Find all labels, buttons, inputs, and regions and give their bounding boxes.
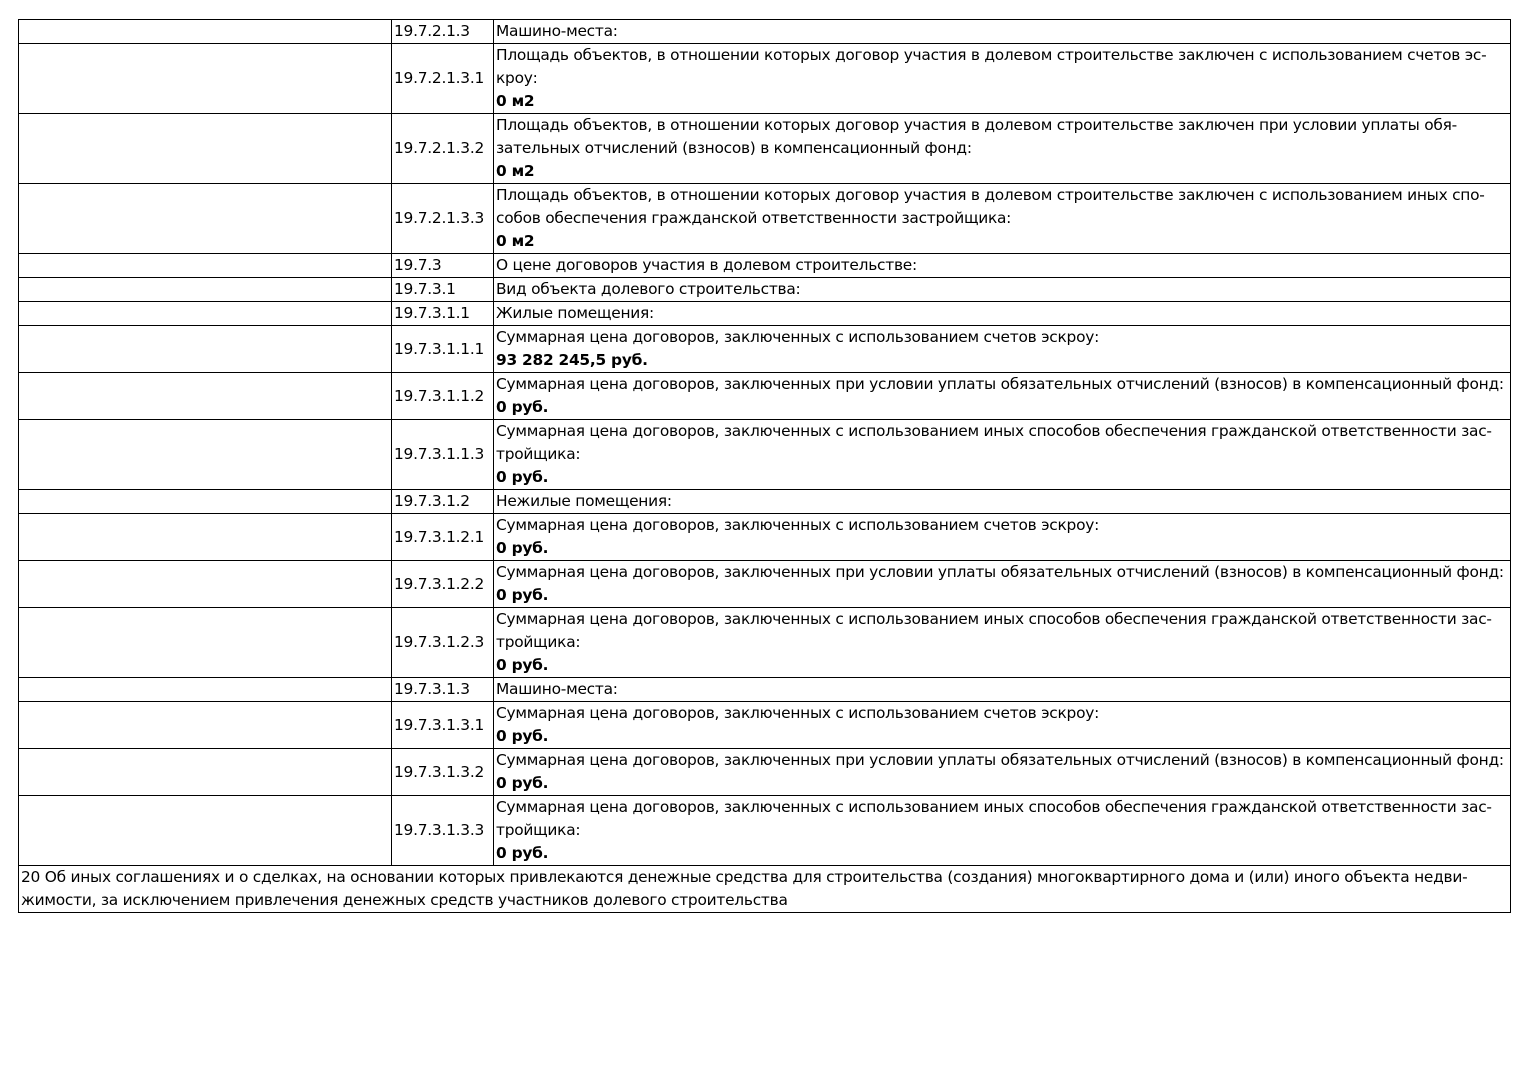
item-text: Суммарная цена договоров, заключенных при условии уплаты обязательных отчислений (взносов) в компенсационный фонд: bbox=[496, 751, 1504, 769]
table-row bbox=[19, 326, 1511, 373]
empty-cell bbox=[19, 20, 392, 44]
item-value: 93 282 245,5 руб. bbox=[496, 351, 648, 369]
item-description bbox=[494, 20, 1511, 44]
item-code: 19.7.3.1.3.2 bbox=[392, 749, 494, 796]
item-code: 19.7.3.1.3 bbox=[392, 678, 494, 702]
empty-cell bbox=[19, 561, 392, 608]
item-value: 0 м2 bbox=[496, 232, 535, 250]
item-value: 0 руб. bbox=[496, 656, 549, 674]
item-description bbox=[494, 114, 1511, 184]
item-description bbox=[494, 702, 1511, 749]
item-text: О цене договоров участия в долевом строительстве: bbox=[496, 256, 917, 274]
item-code: 19.7.3.1 bbox=[392, 278, 494, 302]
item-text: Площадь объектов, в отношении которых договор участия в долевом строительстве заключен при условии уплаты обя-зательных отчислений (взносов) в компенсационный фонд: bbox=[496, 116, 1457, 157]
item-description bbox=[494, 608, 1511, 678]
item-description bbox=[494, 420, 1511, 490]
item-code: 19.7.2.1.3.3 bbox=[392, 184, 494, 254]
item-text: Суммарная цена договоров, заключенных при условии уплаты обязательных отчислений (взносов) в компенсационный фонд: bbox=[496, 563, 1504, 581]
empty-cell bbox=[19, 514, 392, 561]
disclosure-table bbox=[18, 19, 1511, 913]
empty-cell bbox=[19, 114, 392, 184]
item-code: 19.7.3.1.3.3 bbox=[392, 796, 494, 866]
item-text: Суммарная цена договоров, заключенных с использованием счетов эскроу: bbox=[496, 328, 1100, 346]
table-body bbox=[19, 20, 1511, 913]
item-text: Площадь объектов, в отношении которых договор участия в долевом строительстве заключен с использованием счетов эс-кроу: bbox=[496, 46, 1487, 87]
item-text: Машино-места: bbox=[496, 22, 618, 40]
item-text: Суммарная цена договоров, заключенных с использованием иных способов обеспечения гражданской ответственности зас-тройщика: bbox=[496, 422, 1492, 463]
section-20-heading: 20 Об иных соглашениях и о сделках, на основании которых привлекаются денежные средства для строительства (создания) многоквартирного дома и (или) иного объекта недви-жимости, за исключением привлечения денежных средств участников долевого строительства bbox=[19, 866, 1511, 913]
table-row bbox=[19, 514, 1511, 561]
item-code: 19.7.3.1.1.1 bbox=[392, 326, 494, 373]
item-text: Площадь объектов, в отношении которых договор участия в долевом строительстве заключен с использованием иных спо-собов обеспечения гражданской ответственности застройщика: bbox=[496, 186, 1485, 227]
empty-cell bbox=[19, 373, 392, 420]
item-code: 19.7.3.1.2.3 bbox=[392, 608, 494, 678]
item-code: 19.7.3.1.1 bbox=[392, 302, 494, 326]
empty-cell bbox=[19, 184, 392, 254]
table-row bbox=[19, 44, 1511, 114]
item-value: 0 руб. bbox=[496, 398, 549, 416]
item-text: Суммарная цена договоров, заключенных с использованием счетов эскроу: bbox=[496, 516, 1100, 534]
item-code: 19.7.3.1.2.1 bbox=[392, 514, 494, 561]
empty-cell bbox=[19, 302, 392, 326]
item-description bbox=[494, 44, 1511, 114]
item-code: 19.7.3.1.1.3 bbox=[392, 420, 494, 490]
table-row bbox=[19, 796, 1511, 866]
item-description bbox=[494, 749, 1511, 796]
item-description bbox=[494, 490, 1511, 514]
item-text: Жилые помещения: bbox=[496, 304, 654, 322]
item-code: 19.7.3 bbox=[392, 254, 494, 278]
empty-cell bbox=[19, 278, 392, 302]
item-value: 0 руб. bbox=[496, 727, 549, 745]
table-row bbox=[19, 114, 1511, 184]
table-row bbox=[19, 608, 1511, 678]
item-description bbox=[494, 678, 1511, 702]
item-value: 0 м2 bbox=[496, 92, 535, 110]
table-row bbox=[19, 20, 1511, 44]
item-code: 19.7.3.1.1.2 bbox=[392, 373, 494, 420]
table-row bbox=[19, 373, 1511, 420]
empty-cell bbox=[19, 44, 392, 114]
item-code: 19.7.2.1.3.1 bbox=[392, 44, 494, 114]
empty-cell bbox=[19, 326, 392, 373]
item-text: Суммарная цена договоров, заключенных с использованием иных способов обеспечения гражданской ответственности зас-тройщика: bbox=[496, 610, 1492, 651]
item-value: 0 руб. bbox=[496, 468, 549, 486]
item-text: Суммарная цена договоров, заключенных с использованием счетов эскроу: bbox=[496, 704, 1100, 722]
item-text: Суммарная цена договоров, заключенных при условии уплаты обязательных отчислений (взносов) в компенсационный фонд: bbox=[496, 375, 1504, 393]
table-row bbox=[19, 749, 1511, 796]
table-row bbox=[19, 254, 1511, 278]
item-value: 0 руб. bbox=[496, 586, 549, 604]
item-code: 19.7.3.1.2.2 bbox=[392, 561, 494, 608]
empty-cell bbox=[19, 420, 392, 490]
item-description bbox=[494, 326, 1511, 373]
table-row bbox=[19, 702, 1511, 749]
table-row bbox=[19, 490, 1511, 514]
empty-cell bbox=[19, 490, 392, 514]
item-value: 0 руб. bbox=[496, 774, 549, 792]
table-row bbox=[19, 561, 1511, 608]
item-description bbox=[494, 373, 1511, 420]
table-row bbox=[19, 678, 1511, 702]
empty-cell bbox=[19, 678, 392, 702]
item-description bbox=[494, 278, 1511, 302]
empty-cell bbox=[19, 796, 392, 866]
item-text: Машино-места: bbox=[496, 680, 618, 698]
item-description bbox=[494, 302, 1511, 326]
item-value: 0 руб. bbox=[496, 844, 549, 862]
table-row bbox=[19, 278, 1511, 302]
table-row bbox=[19, 184, 1511, 254]
item-value: 0 руб. bbox=[496, 539, 549, 557]
item-description bbox=[494, 254, 1511, 278]
item-code: 19.7.3.1.2 bbox=[392, 490, 494, 514]
item-description bbox=[494, 514, 1511, 561]
empty-cell bbox=[19, 702, 392, 749]
item-description bbox=[494, 796, 1511, 866]
empty-cell bbox=[19, 254, 392, 278]
table-row bbox=[19, 302, 1511, 326]
item-description bbox=[494, 184, 1511, 254]
item-value: 0 м2 bbox=[496, 162, 535, 180]
item-code: 19.7.2.1.3 bbox=[392, 20, 494, 44]
table-row bbox=[19, 420, 1511, 490]
empty-cell bbox=[19, 749, 392, 796]
section-heading-row bbox=[19, 866, 1511, 913]
item-text: Нежилые помещения: bbox=[496, 492, 672, 510]
item-text: Вид объекта долевого строительства: bbox=[496, 280, 801, 298]
item-text: Суммарная цена договоров, заключенных с использованием иных способов обеспечения гражданской ответственности зас-тройщика: bbox=[496, 798, 1492, 839]
empty-cell bbox=[19, 608, 392, 678]
item-code: 19.7.3.1.3.1 bbox=[392, 702, 494, 749]
item-description bbox=[494, 561, 1511, 608]
item-code: 19.7.2.1.3.2 bbox=[392, 114, 494, 184]
